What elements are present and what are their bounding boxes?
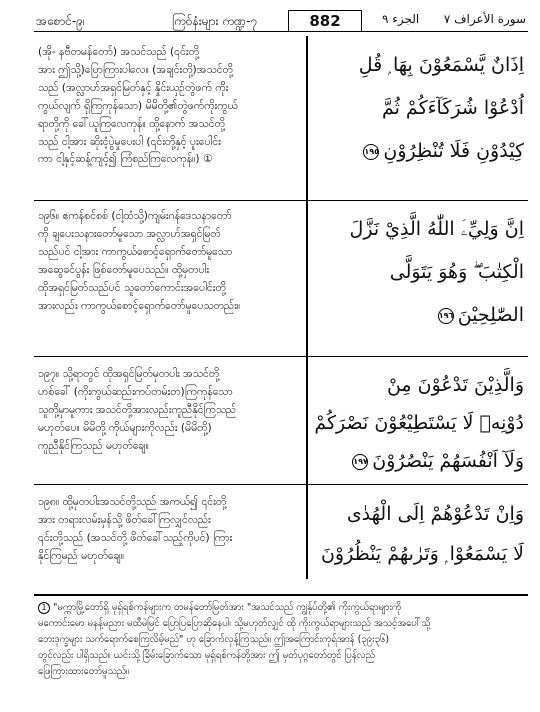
- translation-line: သူတို့မှာမူကား အသင်တို့အားလည်းကူညီနိုင်ကြသည်: [38, 403, 237, 416]
- block-separator: [34, 200, 528, 201]
- translation-line: ရာတို့ကို ခေါ်ယူကြလေကုန်။ ထို့နောက် အသင်တို့: [38, 117, 225, 130]
- arabic-text: وَلَآ اَنْفُسَهُمْ يَنْصُرُوْنَ: [372, 450, 524, 472]
- translation-text: [38, 44, 304, 169]
- section-label: အစောင်-၉၊: [36, 14, 85, 28]
- block-separator: [34, 356, 528, 357]
- ayah-end-marker-icon: ١٩٥: [363, 144, 379, 160]
- chapter-label: ကြဝ်နံးများ ကဏ္ဍ-၇: [172, 14, 258, 28]
- translation-line: (အို- နဗီတမန်တော်) အသင်သည် (၎င်းတို့: [38, 46, 199, 58]
- translation-line: အားလည်း ကာကွယ်စောင့်ရှောက်တော်မူပေသတည်း။: [38, 299, 241, 312]
- translation-text: [38, 366, 304, 456]
- arabic-line: وَالَّذِيْنَ تَدْعُوْنَ مِنْ: [386, 374, 524, 396]
- arabic-line: اِنَّ وَلِيِّۦَ اللّٰهُ الَّذِيْ نَزَّلَ: [349, 218, 524, 240]
- arabic-verse: [314, 208, 524, 337]
- footnote-line: ဖြေကြားထားတော်မူသည်။: [38, 666, 129, 677]
- arabic-line: [314, 442, 524, 480]
- juz-label: الجزء ٩: [382, 12, 420, 26]
- footnote-marker-icon: 1: [38, 602, 50, 614]
- translation-line: သည်ပင် ငါ့အား ကာကွယ်စောင့်ရှောက်တော်မူသော: [38, 245, 233, 258]
- translation-text: [38, 208, 304, 315]
- footnote-rule: [34, 594, 528, 596]
- verse-block-197: [34, 366, 528, 480]
- ayah-end-marker-icon: ١٩٧: [352, 454, 368, 470]
- arabic-text: كِيْدُوْنِ فَلَا تُنْظِرُوْنِ: [383, 140, 524, 162]
- footnote-line: တွင်လည်း ပါရှိသည်။ ယင်းသို့ ခြိမ်းခြောက်သော မုရှ်ရစ်ကန်တို့အား ဤ မှတ်ပုဂ္ဂတော်တွင် ပြန်လည်: [38, 650, 375, 661]
- arabic-line: وَاِنْ تَدْعُوْهُمْ اِلَى الْهُدٰى: [346, 503, 524, 525]
- translation-line: အား တရားလမ်းမှန်သို့ ဖိတ်ခေါ်ကြလျှင်လည်း: [38, 513, 211, 526]
- translation-line: ထိုအရှင်မြတ်သည်ပင် သူတော်ကောင်းအပေါင်းတို့: [38, 281, 226, 294]
- footnote: [38, 600, 524, 680]
- footnote-line: ဘေးဒုက္ခများ သက်ရောက်စေကြလိမ့်မည်" ဟု ခြောက်လှန့်ကြသည်။ ဤအကြောင်းကုရ်အာန် (၃၉း၃၆): [38, 634, 390, 645]
- translation-line: ဟစ်ခေါ် (ကိုးကွယ်ဆည်းကပ်တမ်းတ)ကြကုန်သော: [38, 385, 233, 398]
- translation-line: သည် ငါ့အား ဆိုးငံ့ပွဲမှုပေးပါ (၎င်းတို့နှင့် ပူးပေါင်း: [38, 135, 221, 148]
- arabic-verse: [314, 44, 524, 173]
- translation-line: ကာ ငါ့နှင့်ဆန့်ကျင့်၍ ကြံစည်ကြလေကုန်။) ①: [38, 153, 213, 166]
- arabic-line: دُوْنِهٖ لَا يَسْتَطِيْعُوْنَ نَصْرَكُمْ: [314, 412, 524, 434]
- translation-line: ကူညီနိုင်ကြသည် မဟုတ်ချေ။: [38, 439, 149, 452]
- verse-block-196: [34, 208, 528, 352]
- arabic-text: الصّٰلِحِيْنَ: [457, 304, 524, 326]
- arabic-line: [314, 130, 524, 173]
- arabic-line: لَا يَسْمَعُوْا ۭ وَتَرٰىهُمْ يَنْظُرُوْنَ: [320, 543, 524, 565]
- page-header: [34, 10, 528, 32]
- translation-line: သည် (အလ္လာဟ်အရှင်မြတ်နှင့် နှိုင်းယှဉ်တွဲဖက် ကိုး: [38, 81, 229, 94]
- footnote-line: [38, 600, 524, 616]
- verse-block-195: [34, 44, 528, 196]
- ayah-end-marker-icon: ١٩٦: [438, 308, 454, 324]
- translation-text: [38, 494, 304, 566]
- translation-line: ၁၉၇။ သို့ရာတွင် ထိုအရှင်မြတ်မှတပါး အသင်တို့: [38, 368, 220, 380]
- translation-line: ၎င်းတို့သည် (အသင်တို့ ဖိတ်ခေါ်သည့်ကိုပင်) ကြား: [38, 531, 233, 544]
- block-separator: [34, 484, 528, 485]
- translation-line: ၁၉၈။ ထို့မှတပါးအသင်တို့သည် အကယ်၍ ၎င်းတို့: [38, 496, 227, 508]
- arabic-verse: [314, 494, 524, 574]
- translation-line: နိုင်ကြမည် မဟုတ်ချေ။: [38, 549, 125, 562]
- arabic-line: الْكِتٰبَ ۖ وَهُوَ يَتَوَلَّى: [389, 261, 524, 283]
- footnote-line: မကောင်းမော မနန့်မညား မထီမဲမြင် ပြောပြပြောဆိုနေပါ၊ သို့မဟုတ်လျှင် ထို ကိုးကွယ်ရာများသည် အသင့်အပေါ်သို့: [38, 618, 431, 629]
- translation-line: အဆွေခင်ပွန်း ဖြစ်တော်မူပေသည်။ ထို့မှတပါး: [38, 263, 210, 276]
- translation-line: အား ဤသို့)ပြောကြားပါလေ။ (အချင်းတို့)အသင်တို့: [38, 63, 233, 76]
- arabic-line: [314, 294, 524, 337]
- translation-line: မဟုတ်ပေ။ မိမိတို့ ကိုယ်များကိုလည်း (မိမိတို့): [38, 421, 212, 434]
- page-number: 882: [288, 10, 362, 32]
- translation-line: ကို ချပေးသနားတော်မူသော အလ္လာဟ်အရှင်မြတ်: [38, 227, 221, 240]
- arabic-line: اُدْعُوْا شُرَكَآءَكُمْ ثُمَّ: [381, 97, 524, 119]
- translation-line: ကွယ်လျက် ရှိကြကုန်သော) မိမိတို့၏တွဲဖက်ကိုးကွယ်: [38, 99, 238, 112]
- arabic-verse: [314, 366, 524, 480]
- footnote-text: "မက္ကာမြို့တော်ရှိ မုရှ်ရစ်ကန်များက တမန်တော်မြတ်အား "အသင်သည် ကျွန်ုပ်တို့၏ ကိုးကွယ်ရာများကို: [53, 602, 402, 613]
- surah-title: سورة الأعراف ٧: [443, 12, 526, 26]
- verse-block-198: [34, 494, 528, 590]
- translation-line: ၁၉၆။ ဧကန်စင်စစ် (ငါ့ထံသို့)ကျမ်းဂန်ဒေသနာတော်: [38, 210, 232, 222]
- arabic-line: اِذَانٌ يَّسْمَعُوْنَ بِهَا ۭ قُلِ: [358, 54, 524, 76]
